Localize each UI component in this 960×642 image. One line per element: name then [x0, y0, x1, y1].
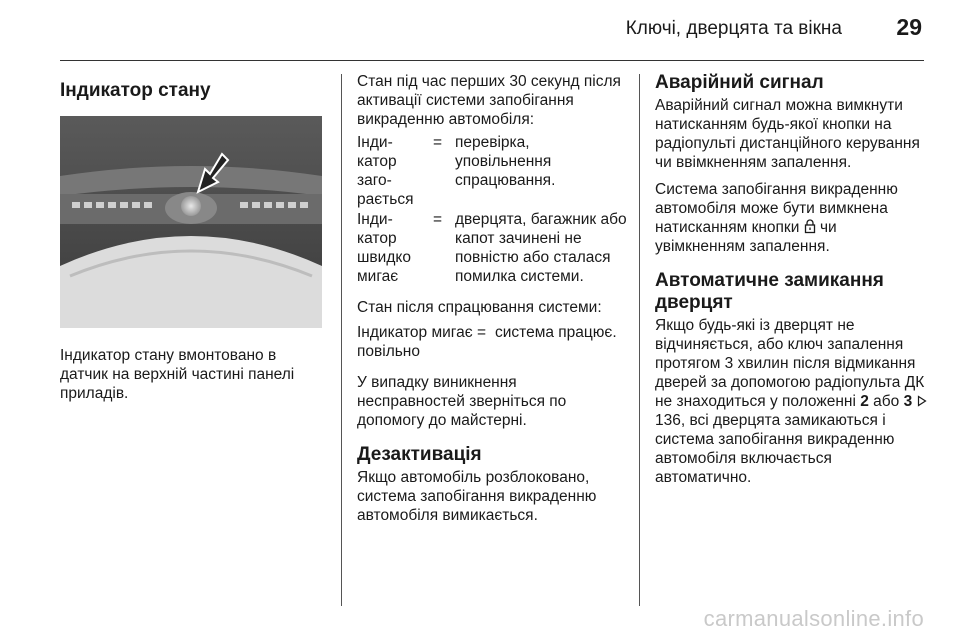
dashboard-sensor-illustration: [60, 116, 322, 328]
state-description: дверцята, багажник або капот зачинені не повністю або сталася помилка системи.: [455, 211, 627, 285]
state-row: [357, 133, 627, 209]
column-divider-1: [341, 74, 342, 606]
alarm-heading: Аварійний сигнал: [655, 72, 824, 93]
page-reference-arrow-icon: [917, 395, 927, 407]
state-description: перевірка, уповільнення спрацювання.: [455, 134, 556, 189]
column-2: [357, 72, 627, 539]
deactivation-heading: Дезактивація: [357, 444, 482, 465]
auto-lock-heading: Автоматичне замикання дверцят: [655, 270, 884, 313]
intro-text: Стан під час перших 30 секунд після активації системи запобігання викраденню автомобіля:: [357, 73, 621, 128]
status-indicator-heading: Індикатор стану: [60, 80, 211, 101]
state-row: [357, 323, 627, 361]
lock-icon: [804, 219, 816, 234]
column-divider-2: [639, 74, 640, 606]
equals-sign: =: [477, 324, 487, 341]
header-title: Ключі, дверцята та вікна: [625, 18, 842, 39]
after-trigger-text: Стан після спрацювання системи:: [357, 299, 602, 316]
alarm-text-2b: чи увімкненням запалення.: [655, 219, 837, 255]
state-row: [357, 210, 627, 286]
auto-lock-text-b: , всі дверцята замикаються і система запобігання викраденню автомобіля включається автоматично.: [655, 412, 895, 486]
page-reference: 136: [655, 412, 681, 429]
state-description: система працює.: [495, 324, 617, 341]
state-label: Інди- катор швидко мигає: [357, 211, 411, 285]
column-1: [60, 80, 326, 417]
alarm-text: Аварійний сигнал можна вимкнути натисканням будь-якої кнопки на радіопульті дистанційного керування чи ввімкненням запалення.: [655, 97, 920, 171]
auto-lock-text-a: Якщо будь-які із дверцят не відчиняється, або ключ запалення протягом 3 хвилин після відмикання дверей за допомогою радіопульта ДК не знаходиться у положенні: [655, 317, 925, 410]
page-number: 29: [896, 14, 922, 40]
deactivation-text: Якщо автомобіль розблоковано, система запобігання викраденню автомобіля вимикається.: [357, 469, 597, 524]
auto-lock-text: [655, 316, 927, 487]
equals-sign: =: [433, 134, 443, 151]
alarm-text-2a: Система запобігання викраденню автомобіля може бути вимкнена натисканням кнопки: [655, 181, 898, 236]
position-3: 3: [903, 393, 913, 410]
or-word: або: [873, 393, 900, 410]
position-2: 2: [860, 393, 869, 410]
image-caption: Індикатор стану вмонтовано в датчик на верхній частині панелі приладів.: [60, 347, 295, 402]
column-3: [655, 72, 927, 501]
fault-text: У випадку виникнення несправностей зверніться по допомогу до майстерні.: [357, 374, 567, 429]
alarm-text-2: [655, 180, 927, 256]
header-rule: [60, 60, 924, 61]
watermark: carmanualsonline.info: [703, 606, 924, 631]
state-label: Індикатор мигає повільно: [357, 324, 473, 360]
dashboard-sensor-photo: [60, 116, 322, 328]
page-header: [0, 0, 960, 62]
state-label: Інди- катор заго- рається: [357, 134, 414, 208]
equals-sign: =: [433, 211, 443, 228]
